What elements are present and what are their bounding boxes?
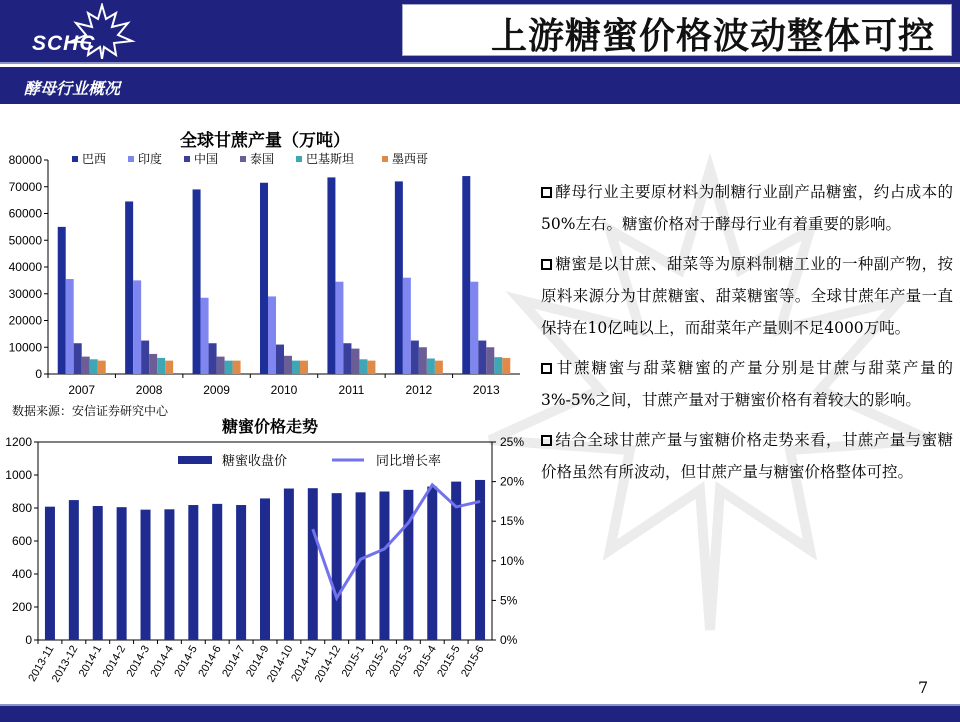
x-tick-label: 2015-1 (339, 643, 368, 680)
bar (233, 361, 241, 374)
y2-tick-label: 5% (500, 593, 518, 608)
title-box (402, 4, 952, 56)
bar (209, 343, 217, 374)
bar (58, 227, 66, 374)
page-title: 上游糖蜜价格波动整体可控 (490, 15, 935, 57)
bar (502, 358, 510, 374)
legend-label: 巴基斯坦 (306, 152, 355, 166)
x-tick-label: 2014-4 (148, 643, 177, 680)
bar (193, 189, 201, 374)
y-tick-label: 0 (35, 367, 42, 381)
y-tick-label: 50000 (8, 233, 42, 248)
x-tick-label: 2014-6 (196, 643, 224, 680)
legend-label: 泰国 (250, 152, 275, 166)
section-bar (0, 66, 960, 104)
bullet-item (541, 248, 953, 344)
bar (164, 509, 174, 640)
bullet-text: 甘蔗糖蜜与甜菜糖蜜的产量分别是甘蔗与甜菜产量的3%-5%之间，甘蔗产量对于糖蜜价格有着较大的影响。 (541, 359, 953, 409)
chart2-title: 糖蜜价格走势 (222, 417, 319, 436)
legend-label: 同比增长率 (376, 454, 442, 469)
y2-tick-label: 25% (500, 435, 525, 449)
y-tick-label: 10000 (8, 340, 42, 355)
bar (90, 359, 98, 374)
bar (332, 493, 342, 640)
y-tick-label: 400 (11, 567, 32, 581)
bullet-list (541, 176, 953, 496)
bar (66, 279, 74, 374)
y-tick-label: 40000 (8, 260, 42, 274)
x-tick-label: 2012 (405, 383, 433, 397)
bar (411, 341, 419, 374)
bar (462, 176, 470, 374)
bar (284, 489, 294, 640)
bar (157, 358, 165, 374)
bar (141, 510, 151, 640)
x-tick-label: 2015-4 (411, 643, 439, 680)
bar (403, 490, 413, 640)
bar (343, 343, 351, 374)
bar (217, 357, 225, 374)
legend-swatch (382, 156, 388, 162)
x-tick-label: 2014-3 (124, 643, 153, 680)
y-tick-label: 200 (11, 600, 32, 614)
bar (188, 505, 198, 640)
bar (367, 361, 375, 374)
bar (141, 341, 149, 374)
square-bullet-icon (541, 435, 552, 446)
bar (427, 487, 437, 640)
x-tick-label: 2013-11 (26, 643, 57, 684)
bar (292, 361, 300, 374)
y-tick-label: 60000 (8, 206, 42, 221)
y-tick-label: 600 (11, 534, 32, 548)
legend-label: 印度 (138, 152, 163, 166)
x-tick-label: 2014-1 (76, 643, 105, 680)
bar (117, 507, 127, 640)
x-tick-label: 2014-10 (264, 643, 296, 685)
company-logo: SCHC (32, 32, 96, 55)
y2-tick-label: 15% (500, 514, 525, 529)
bar (419, 347, 427, 374)
y-tick-label: 20000 (8, 313, 42, 328)
bar (260, 183, 268, 374)
x-tick-label: 2014-7 (220, 643, 248, 680)
bar (351, 349, 359, 374)
bullet-text: 结合全球甘蔗产量与蜜糖价格走势来看，甘蔗产量与蜜糖价格虽然有所波动，但甘蔗产量与糖蜜价格整体可控。 (541, 431, 953, 481)
y-tick-label: 0 (25, 633, 32, 647)
legend-label: 糖蜜收盘价 (222, 454, 288, 469)
bar (327, 177, 335, 374)
bar (212, 504, 222, 640)
x-tick-label: 2008 (135, 383, 163, 397)
molasses-price-chart (0, 430, 530, 702)
legend-label: 中国 (194, 152, 219, 166)
bar (98, 361, 106, 374)
bullet-text: 糖蜜是以甘蔗、甜菜等为原料制糖工业的一种副产物，按原料来源分为甘蔗糖蜜、甜菜糖蜜等。全球甘蔗年产量一直保持在10亿吨以上，而甜菜年产量则不足4000万吨。 (541, 255, 953, 337)
bar (403, 278, 411, 374)
x-tick-label: 2014-12 (312, 643, 344, 685)
bar (74, 343, 82, 374)
x-tick-label: 2015-5 (435, 643, 463, 680)
y-tick-label: 1200 (5, 435, 32, 449)
bar (133, 280, 141, 374)
bullet-item (541, 352, 953, 416)
square-bullet-icon (541, 259, 552, 270)
page-number: 7 (918, 678, 929, 697)
x-tick-label: 2015-2 (363, 643, 392, 680)
y-tick-label: 70000 (8, 179, 42, 194)
legend-swatch (72, 156, 78, 162)
bar (82, 357, 90, 374)
x-tick-label: 2010 (270, 383, 298, 397)
footer-bar (0, 704, 960, 722)
square-bullet-icon (541, 363, 552, 374)
x-tick-label: 2009 (203, 383, 230, 397)
bar (335, 282, 343, 374)
x-tick-label: 2015-6 (459, 643, 487, 680)
y-tick-label: 800 (11, 501, 32, 515)
legend-swatch (184, 156, 190, 162)
legend-swatch (178, 456, 212, 464)
chart1-title: 全球甘蔗产量（万吨） (180, 131, 350, 151)
header-bar (0, 0, 960, 64)
bullet-item (541, 424, 953, 488)
x-tick-label: 2014-11 (289, 643, 320, 684)
bar (359, 359, 367, 374)
legend-swatch (240, 156, 246, 162)
bar (308, 488, 318, 640)
bar (395, 181, 403, 374)
bar (236, 505, 246, 640)
bullet-item (541, 176, 953, 240)
bar (494, 357, 502, 374)
y2-tick-label: 10% (500, 553, 525, 568)
y-tick-label: 30000 (8, 286, 42, 301)
x-tick-label: 2007 (68, 383, 96, 397)
bar (268, 296, 276, 374)
legend-swatch (128, 156, 134, 162)
x-tick-label: 2014-5 (172, 643, 200, 680)
x-tick-label: 2013 (472, 383, 500, 397)
legend-label: 巴西 (82, 152, 107, 166)
bar (69, 500, 79, 640)
sugarcane-production-chart (0, 148, 530, 404)
bar (486, 347, 494, 374)
bar (45, 507, 55, 640)
bar (379, 492, 389, 641)
x-tick-label: 2014-9 (244, 643, 272, 680)
x-tick-label: 2013-12 (49, 643, 81, 685)
bar (284, 356, 292, 374)
legend-swatch (296, 156, 302, 162)
bar (165, 361, 173, 374)
section-label: 酵母行业概况 (24, 79, 121, 98)
x-tick-label: 2014-2 (100, 643, 129, 680)
bar (435, 361, 443, 374)
legend-label: 墨西哥 (392, 152, 429, 166)
source-note: 数据来源：安信证券研究中心 (12, 404, 169, 418)
bar (475, 480, 485, 640)
bar (125, 201, 133, 374)
bar (260, 498, 270, 640)
y-tick-label: 1000 (5, 468, 32, 482)
bullet-text: 酵母行业主要原材料为制糖行业副产品糖蜜，约占成本的50%左右。糖蜜价格对于酵母行业有着重要的影响。 (541, 183, 953, 233)
bar (300, 361, 308, 374)
y2-tick-label: 20% (500, 474, 525, 489)
bar (478, 341, 486, 374)
bar (149, 354, 157, 374)
y-tick-label: 80000 (8, 153, 42, 167)
square-bullet-icon (541, 187, 552, 198)
x-tick-label: 2011 (338, 383, 365, 397)
y2-tick-label: 0% (500, 633, 518, 647)
bar (201, 298, 209, 374)
bar (470, 282, 478, 374)
bar (276, 345, 284, 374)
x-tick-label: 2015-3 (387, 643, 415, 680)
bar (93, 506, 103, 640)
bar (427, 358, 435, 374)
bar (225, 361, 233, 374)
